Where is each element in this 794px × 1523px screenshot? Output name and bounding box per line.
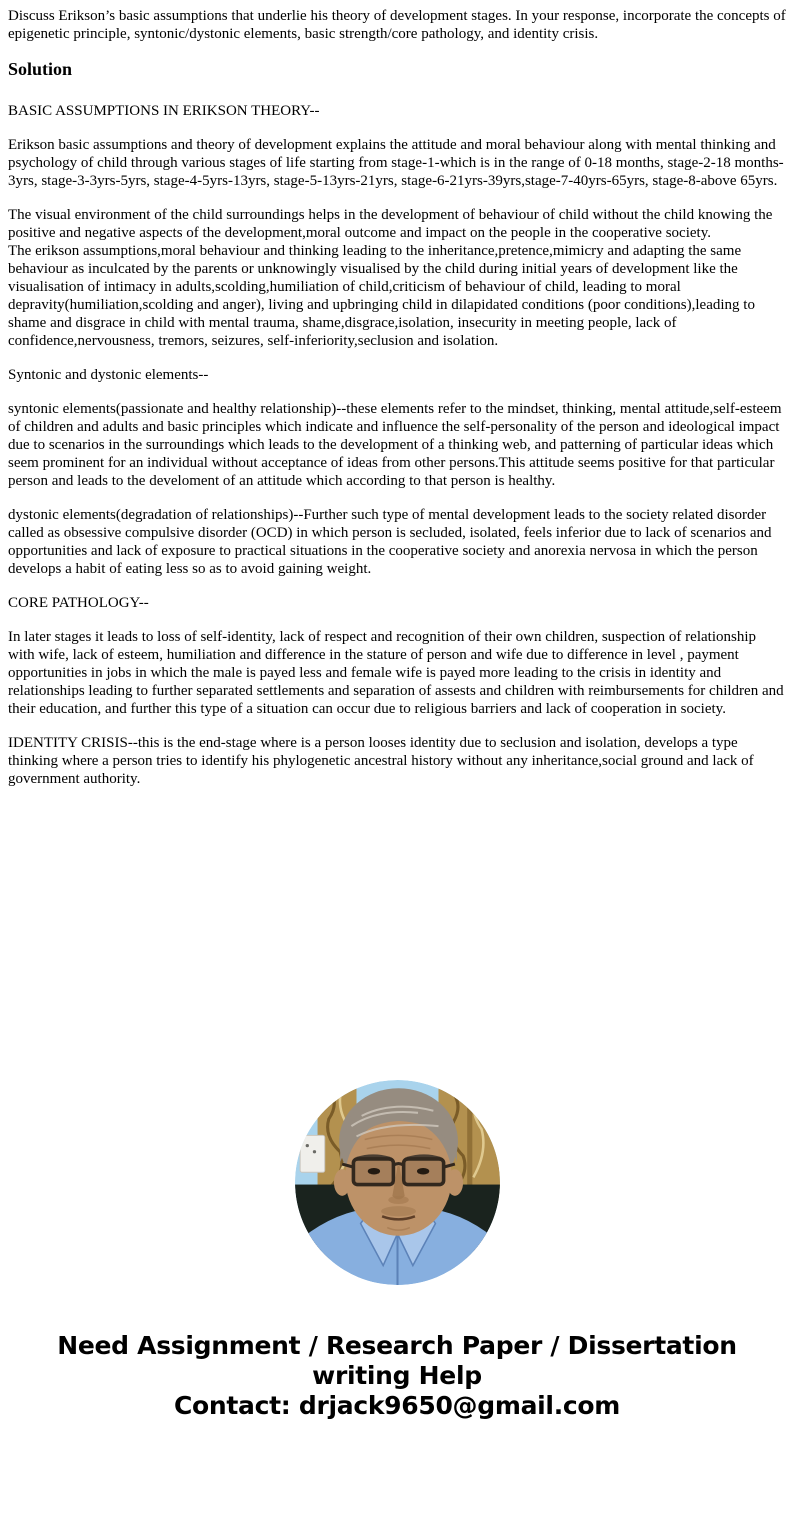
photo-nostrils: [388, 1196, 409, 1204]
section-heading-basic-assumptions: BASIC ASSUMPTIONS IN ERIKSON THEORY--: [8, 103, 320, 119]
footer-promo-line-1: Need Assignment / Research Paper / Dissertation: [57, 1331, 737, 1360]
photo-switch-plate: [300, 1135, 325, 1172]
section-heading-syntonic-dystonic: Syntonic and dystonic elements--: [8, 367, 209, 383]
photo-eye-left: [367, 1168, 379, 1175]
tutor-avatar-photo: [295, 1080, 500, 1285]
paragraph-core-pathology: In later stages it leads to loss of self-identity, lack of respect and recognition of their own children, suspection of relationship with wife, lack of esteem, humiliation and difference in the stature of person and wife due to difference in level , payment opportunities in jobs in which the male is payed less and female wife is payed more leading to the crisis in identity and relationships leading to further separated settlements and separation of assests and children with reimbursements for children and their education, and further this type of a situation can occur due to religious barriers and lack of cooperation in society.: [8, 629, 784, 717]
paragraph-visual-environment: The visual environment of the child surroundings helps in the development of behaviour of child without the child knowing the positive and negative aspects of the development,moral outcome and impact on the people in the cooperative society.: [8, 207, 773, 241]
paragraph-stages: Erikson basic assumptions and theory of development explains the attitude and moral behaviour along with mental thinking and psychology of child through various stages of life starting from stage-1-which is in the range of 0-18 months, stage-2-18 months-3yrs, stage-3-3yrs-5yrs, stage-4-5yrs-13yrs, stage-5-13yrs-21yrs, stage-6-21yrs-39yrs,stage-7-40yrs-65yrs, stage-8-above 65yrs.: [8, 137, 784, 189]
photo-mustache-shadow: [381, 1206, 416, 1216]
question-text: Discuss Erikson’s basic assumptions that underlie his theory of development stages. In your response, incorporate the concepts of epigenetic principle, syntonic/dystonic elements, basic strength/core pathology, and identity crisis.: [8, 8, 786, 42]
solution-heading: Solution: [8, 59, 73, 79]
paragraph-dystonic-elements: dystonic elements(degradation of relationships)--Further such type of mental development leads to the society related disorder called as obsessive compulsive disorder (OCD) in which person is secluded, isolated, feels inferior due to lack of scenarios and opportunities and lack of exposure to practical situations in the cooperative society and anorexia nervosa in which the person develops a habit of eating less so as to avoid gaining weight.: [8, 507, 772, 577]
tutor-avatar-illustration: [295, 1080, 500, 1285]
section-heading-core-pathology: CORE PATHOLOGY--: [8, 595, 149, 611]
footer-promo: [8, 1331, 786, 1421]
photo-eye-right: [416, 1168, 428, 1175]
footer-promo-line-2: writing Help: [312, 1361, 482, 1390]
paragraph-syntonic-elements: syntonic elements(passionate and healthy relationship)--these elements refer to the mindset, thinking, mental attitude,self-esteem of children and adults and basic principles which indicate and influence the self-personality of the person and ideological impact due to scenarios in the surroundings which leads to the development of a thinking web, and patterning of particular ideas which seem prominent for an individual without acceptance of ideas from other persons.This attitude seems positive for that particular person and leads to the develoment of an attitude which according to that person is healthy.: [8, 401, 782, 489]
paragraph-erikson-assumptions: The erikson assumptions,moral behaviour and thinking leading to the inheritance,pretence,mimicry and adapting the same behaviour as inculcated by the parents or unknowingly visualised by the child during initial years of development like the visualisation of intimacy in adults,scolding,humiliation of child,criticism of behaviour of child, leading to moral depravity(humiliation,scolding and anger), living and upbringing child in dilapidated conditions (poor conditions),leading to shame and disgrace in child with mental trauma, shame,disgrace,isolation, insecurity in meeting people, lack of confidence,nervousness, tremors, seizures, self-inferiority,seclusion and isolation.: [8, 243, 755, 349]
paragraph-identity-crisis: IDENTITY CRISIS--this is the end-stage where is a person looses identity due to seclusion and isolation, develops a type thinking where a person tries to identify his phylogenetic ancestral history without any inheritance,social ground and lack of government authority.: [8, 735, 754, 787]
footer-contact-email: Contact: drjack9650@gmail.com: [173, 1391, 621, 1420]
